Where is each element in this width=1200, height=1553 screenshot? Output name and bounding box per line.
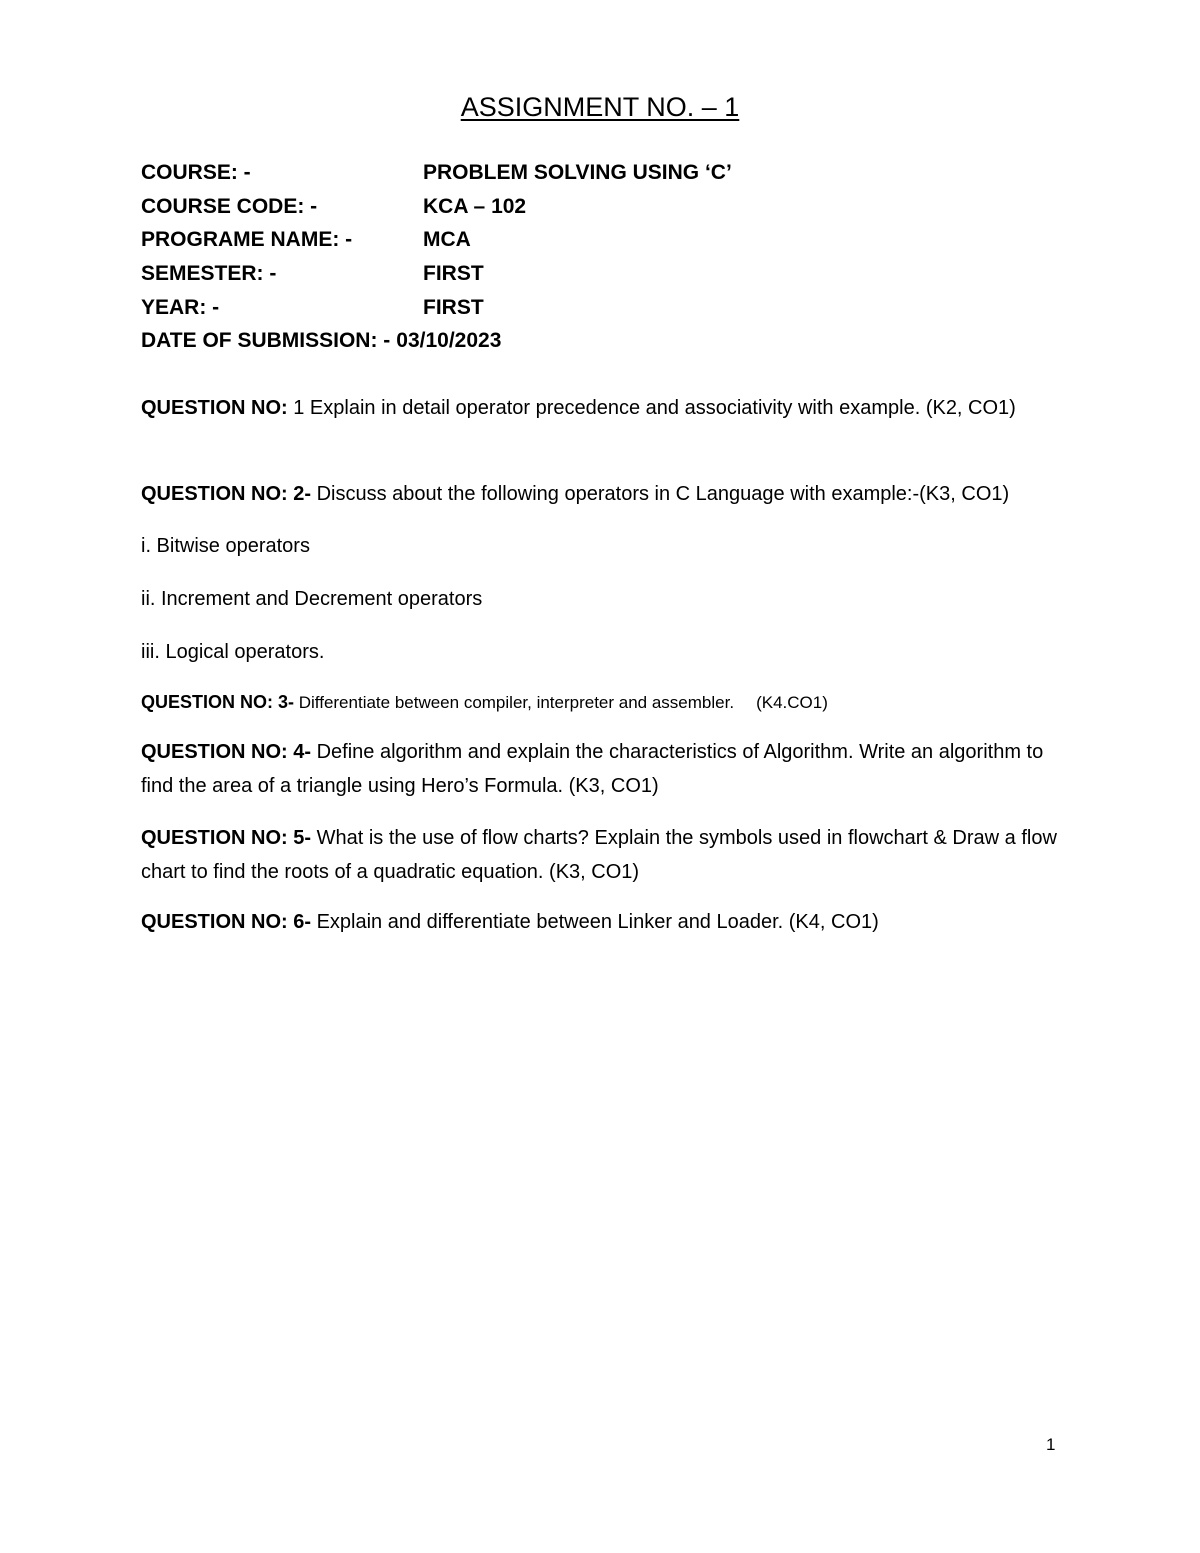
- question-3-text: Differentiate between compiler, interpreter and assembler.: [298, 693, 735, 712]
- question-2-text: Discuss about the following operators in C Language with example:-(K3, CO1): [316, 483, 1010, 505]
- question-2-item-1: i. Bitwise operators: [141, 535, 310, 557]
- question-5: [141, 822, 1061, 889]
- question-2-item-3: iii. Logical operators.: [141, 641, 325, 663]
- submission-date-value: 03/10/2023: [396, 329, 502, 353]
- semester-value: FIRST: [423, 262, 484, 286]
- question-1-label: QUESTION NO:: [141, 397, 288, 419]
- question-3-label: QUESTION NO: 3-: [141, 692, 295, 712]
- course-code-label: COURSE CODE: -: [141, 194, 318, 218]
- course-code-value: KCA – 102: [423, 194, 527, 218]
- submission-date-label: DATE OF SUBMISSION: -: [141, 329, 391, 353]
- programme-name-row: [141, 223, 732, 257]
- course-value: PROBLEM SOLVING USING ‘C’: [423, 161, 732, 184]
- question-4-label: QUESTION NO: 4-: [141, 741, 312, 763]
- question-3-tag: (K4.CO1): [756, 693, 828, 712]
- assignment-title: ASSIGNMENT NO. – 1: [460, 92, 740, 122]
- question-6-label: QUESTION NO: 6-: [141, 911, 312, 933]
- question-6: [141, 906, 879, 940]
- year-label: YEAR: -: [141, 295, 220, 319]
- course-info: [141, 156, 732, 358]
- question-2-label: QUESTION NO: 2-: [141, 483, 312, 505]
- question-6-text: Explain and differentiate between Linker and Loader. (K4, CO1): [316, 911, 879, 933]
- question-2: [141, 478, 1009, 512]
- semester-label: SEMESTER: -: [141, 262, 277, 286]
- question-1: [141, 392, 1016, 426]
- page-number: 1: [1046, 1435, 1056, 1454]
- question-4: [141, 736, 1061, 803]
- course-label: COURSE: -: [141, 161, 251, 184]
- course-row: [141, 156, 732, 190]
- programme-name-value: MCA: [423, 228, 471, 252]
- question-5-text: What is the use of flow charts? Explain the symbols used in flowchart & Draw a flow chart to find the roots of a quadratic equation. (K3, CO1): [141, 827, 1057, 883]
- question-3: [141, 686, 828, 720]
- programme-name-label: PROGRAME NAME: -: [141, 228, 353, 252]
- question-2-item-2: ii. Increment and Decrement operators: [141, 588, 483, 610]
- year-value: FIRST: [423, 295, 484, 319]
- year-row: [141, 291, 732, 325]
- question-4-text: Define algorithm and explain the characteristics of Algorithm. Write an algorithm to find the area of a triangle using Hero’s Formula. (K3, CO1): [141, 741, 1044, 797]
- question-1-text: 1 Explain in detail operator precedence and associativity with example. (K2, CO1): [293, 397, 1016, 419]
- submission-date-row: [141, 324, 732, 358]
- semester-row: [141, 257, 732, 291]
- question-5-label: QUESTION NO: 5-: [141, 827, 312, 849]
- course-code-row: [141, 190, 732, 224]
